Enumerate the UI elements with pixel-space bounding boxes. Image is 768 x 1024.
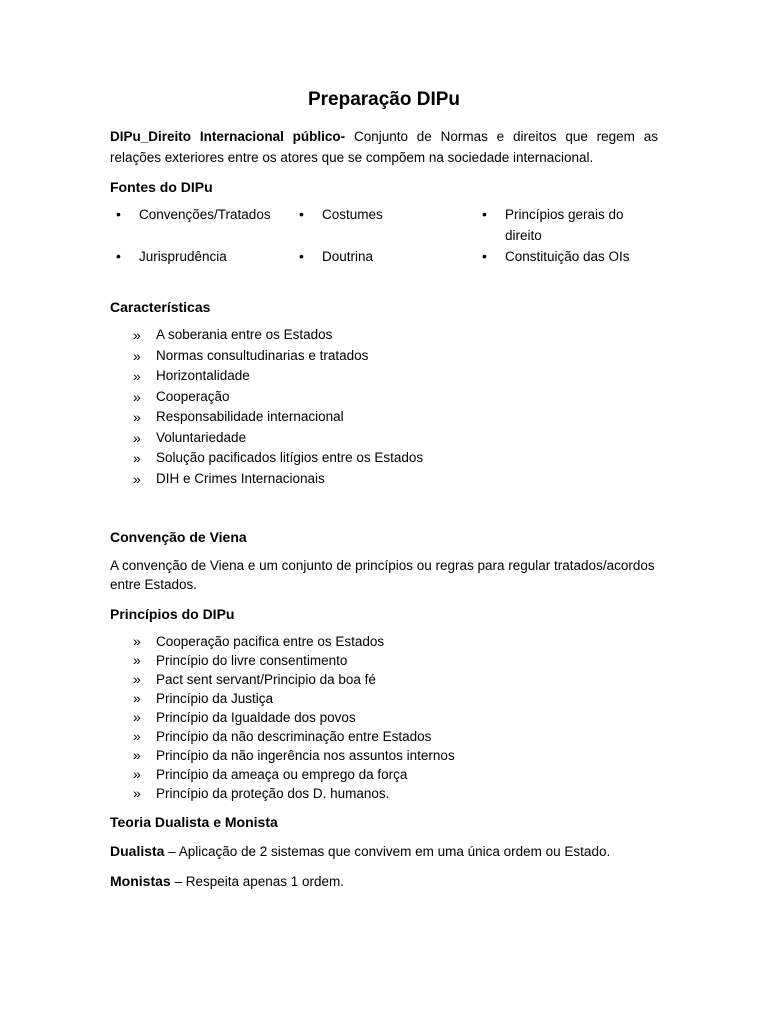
list-item-label: Solução pacificados litígios entre os Estados xyxy=(156,450,424,465)
list-item-label: Princípio da não ingerência nos assuntos internos xyxy=(156,748,455,763)
list-item xyxy=(110,387,658,408)
list-item xyxy=(110,204,293,226)
list-item-label: Voluntariedade xyxy=(156,429,247,445)
list-item-label: Jurisprudência xyxy=(139,249,227,264)
bullet-icon: • xyxy=(116,248,121,264)
list-item xyxy=(110,746,658,765)
chevron-right-icon: » xyxy=(133,388,141,405)
list-item xyxy=(110,765,658,784)
chevron-right-icon: » xyxy=(133,347,141,364)
viena-heading: Convenção de Viena xyxy=(110,529,247,545)
list-item xyxy=(110,689,658,708)
chevron-right-icon: » xyxy=(133,409,141,425)
list-item xyxy=(110,727,658,746)
principios-heading: Princípios do DIPu xyxy=(110,606,235,622)
chevron-right-icon: » xyxy=(133,728,141,744)
list-item-label: Cooperação xyxy=(156,388,230,404)
chevron-right-icon: » xyxy=(133,429,141,446)
viena-paragraph: A convenção de Viena e um conjunto de princípios ou regras para regular tratados/acordos entre Estados. xyxy=(110,558,655,592)
list-item-label: Pact sent servant/Principio da boa fé xyxy=(156,672,376,687)
intro-text: Conjunto de Normas e direitos que regem as relações exteriores entre os atores que se compõem na sociedade internacional. xyxy=(110,129,658,165)
bullet-icon: • xyxy=(482,248,487,264)
intro-term: DIPu_Direito Internacional público- xyxy=(110,129,346,144)
list-item-label: Princípio da Justiça xyxy=(156,691,274,706)
chevron-right-icon: » xyxy=(133,766,141,782)
list-item xyxy=(110,366,658,387)
chevron-right-icon: » xyxy=(133,671,141,687)
dualista-text: – Aplicação de 2 sistemas que convivem em uma única ordem ou Estado. xyxy=(164,844,611,859)
document-content xyxy=(110,86,658,892)
list-item-label: Costumes xyxy=(322,207,383,222)
monistas-term: Monistas xyxy=(110,873,171,889)
page-title: Preparação DIPu xyxy=(307,89,461,110)
list-item xyxy=(110,784,658,803)
principios-list xyxy=(110,632,658,803)
chevron-right-icon: » xyxy=(133,709,141,725)
list-item xyxy=(293,204,476,226)
chevron-right-icon: » xyxy=(133,368,141,384)
bullet-icon: • xyxy=(482,206,487,222)
list-item xyxy=(110,325,658,346)
list-item-label: Constituição das OIs xyxy=(505,249,630,264)
list-item-label: Horizontalidade xyxy=(156,368,250,383)
list-item-label: A soberania entre os Estados xyxy=(156,327,333,342)
list-item xyxy=(110,346,658,367)
list-item xyxy=(110,246,293,267)
chevron-right-icon: » xyxy=(133,785,141,801)
list-item-label: Princípio do livre consentimento xyxy=(156,653,348,668)
dualista-term: Dualista xyxy=(110,843,165,859)
list-item xyxy=(476,246,658,267)
monistas-text: – Respeita apenas 1 ordem. xyxy=(170,874,345,889)
list-item-label: Princípios gerais do direito xyxy=(505,207,624,243)
list-item-label: Princípio da Igualdade dos povos xyxy=(156,710,356,725)
list-item xyxy=(110,632,658,651)
chevron-right-icon: » xyxy=(133,633,141,649)
list-item-label: Princípio da não descriminação entre Estados xyxy=(156,729,432,744)
chevron-right-icon: » xyxy=(133,470,141,487)
list-item xyxy=(110,469,658,490)
list-item-label: Princípio da ameaça ou emprego da força xyxy=(156,767,408,782)
list-item xyxy=(293,246,476,267)
list-item xyxy=(110,428,658,449)
list-item-label: Convenções/Tratados xyxy=(139,207,271,222)
list-item xyxy=(476,204,658,246)
dualista-paragraph xyxy=(110,841,658,862)
list-item-label: Normas consultudinarias e tratados xyxy=(156,347,369,363)
fontes-heading: Fontes do DIPu xyxy=(110,179,213,195)
list-item xyxy=(110,407,658,428)
list-item-label: Cooperação pacifica entre os Estados xyxy=(156,634,385,649)
fontes-grid xyxy=(110,204,658,287)
list-item-label: Doutrina xyxy=(322,249,374,264)
chevron-right-icon: » xyxy=(133,327,141,343)
teoria-heading: Teoria Dualista e Monista xyxy=(110,814,278,830)
bullet-icon: • xyxy=(299,206,304,222)
list-item xyxy=(110,448,658,469)
bullet-icon: • xyxy=(116,206,121,222)
chevron-right-icon: » xyxy=(133,747,141,763)
list-item xyxy=(110,651,658,670)
list-item-label: DIH e Crimes Internacionais xyxy=(156,470,325,486)
list-item-label: Responsabilidade internacional xyxy=(156,409,344,424)
intro-paragraph xyxy=(110,126,658,168)
monistas-paragraph xyxy=(110,871,658,892)
chevron-right-icon: » xyxy=(133,652,141,668)
list-item xyxy=(110,670,658,689)
list-item xyxy=(110,708,658,727)
caracteristicas-heading: Características xyxy=(110,299,211,315)
chevron-right-icon: » xyxy=(133,450,141,466)
bullet-icon: • xyxy=(299,248,304,264)
list-item-label: Princípio da proteção dos D. humanos. xyxy=(156,786,390,801)
chevron-right-icon: » xyxy=(133,690,141,706)
caracteristicas-list xyxy=(110,325,658,489)
